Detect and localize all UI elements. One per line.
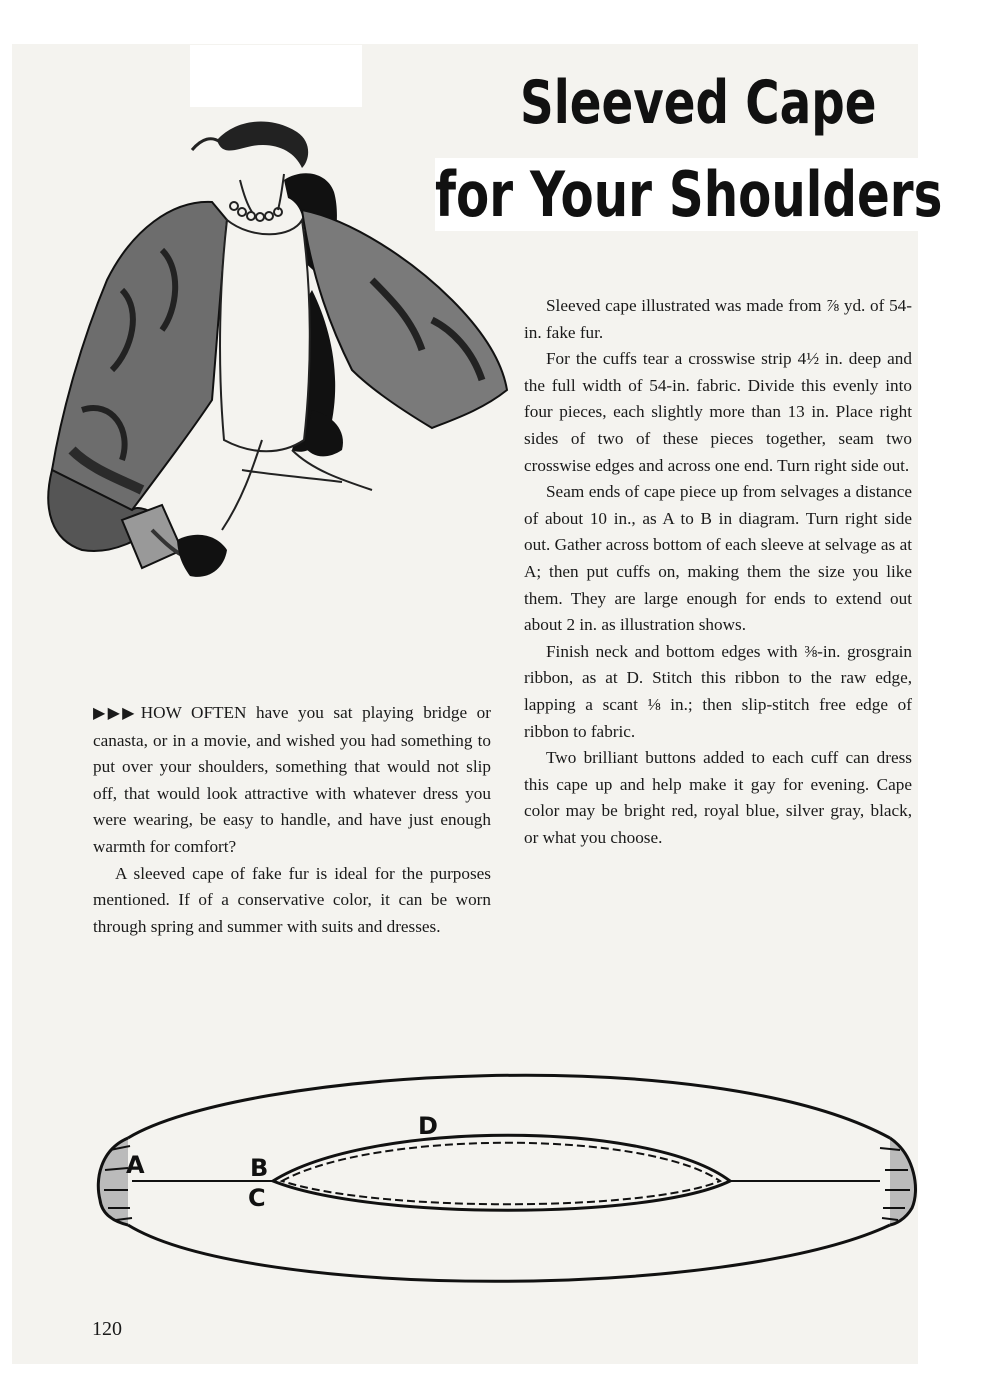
intro-column xyxy=(93,700,491,940)
instructions-paragraph-4: Finish neck and bottom edges with ⅜-in. grosgrain ribbon, as at D. Stitch this ribbon to the raw edge, lapping a scant ⅛ in.; then slip-stitch free edge of ribbon to fabric. xyxy=(524,641,912,741)
page-title-line-1: Sleeved Cape xyxy=(520,68,877,138)
diagram-label-b: B xyxy=(250,1154,269,1182)
instructions-column xyxy=(524,293,912,851)
intro-lead: HOW OFTEN xyxy=(140,703,247,722)
neck-opening xyxy=(273,1135,730,1210)
left-gathered-edge xyxy=(98,1138,128,1225)
blank-patch xyxy=(190,45,362,107)
diagram-label-d: D xyxy=(418,1112,438,1140)
instructions-paragraph-2: For the cuffs tear a crosswise strip 4½ in. deep and the full width of 54-in. fabric. Divide this evenly into four pieces, each slightly more than 13 in. Place right sides of two of these pieces together, seam two crosswise edges and across one end. Turn right side out. xyxy=(524,349,912,475)
instructions-paragraph-5: Two brilliant buttons added to each cuff can dress this cape up and help make it gay for evening. Cape color may be bright red, royal blue, silver gray, black, or what you choose. xyxy=(524,748,912,847)
triple-arrow-icon: ▶▶▶ xyxy=(93,705,137,722)
diagram-label-a: A xyxy=(126,1151,145,1179)
intro-paragraph-1 xyxy=(93,700,491,861)
instructions-paragraph-3: Seam ends of cape piece up from selvages a distance of about 10 in., as A to B in diagram. Turn right side out. Gather across bottom of each sleeve at selvage as at A; then put cuffs on, making them the size you like them. They are large enough for ends to extend out about 2 in. as illustration shows. xyxy=(524,482,912,635)
right-gathered-edge xyxy=(890,1138,916,1225)
intro-paragraph-1-text: have you sat playing bridge or canasta, or in a movie, and wished you had something to put over your shoulders, something that would not slip off, that would look attractive with whatever dress you were wearing, be easy to handle, and have just enough warmth for comfort? xyxy=(93,703,491,856)
cape-pattern-diagram xyxy=(90,1050,920,1310)
diagram-label-c: C xyxy=(248,1184,266,1212)
page-title-line-2: for Your Shoulders xyxy=(435,158,943,231)
page-number: 120 xyxy=(92,1318,122,1340)
instructions-paragraph-1: Sleeved cape illustrated was made from ⅞ yd. of 54-in. fake fur. xyxy=(524,296,912,342)
intro-paragraph-2: A sleeved cape of fake fur is ideal for the purposes mentioned. If of a conservative color, it can be worn through spring and summer with suits and dresses. xyxy=(93,863,491,936)
